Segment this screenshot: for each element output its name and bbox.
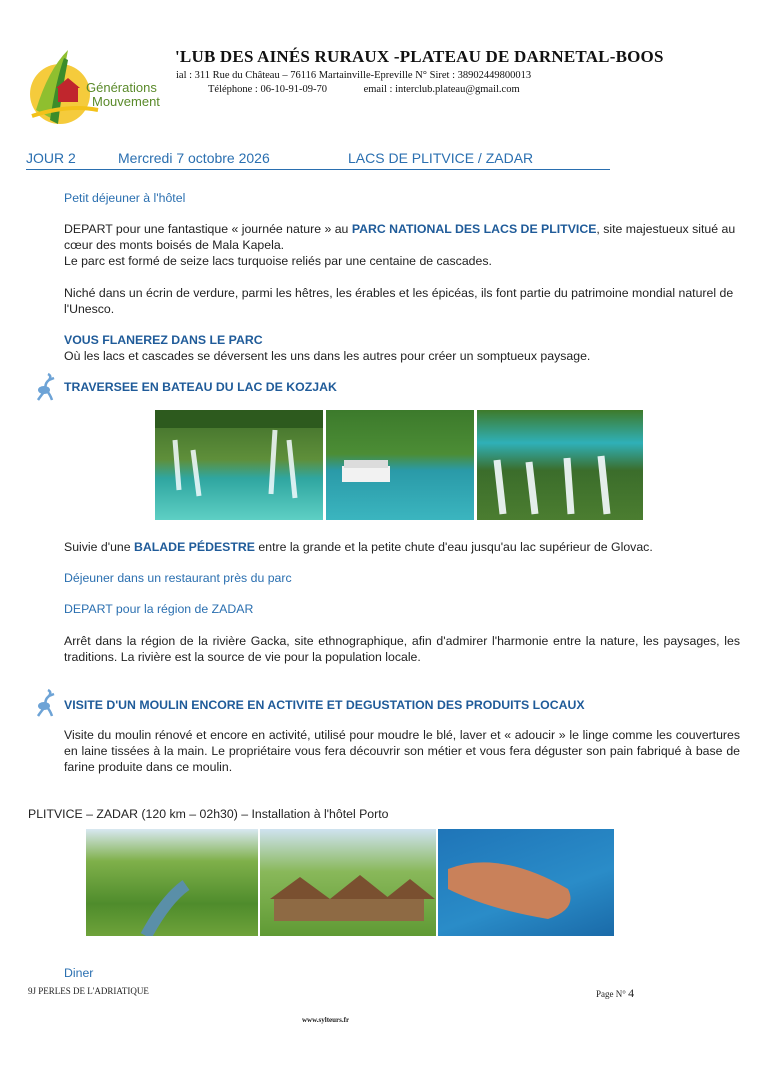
flanerez-title: VOUS FLANEREZ DANS LE PARC	[64, 333, 263, 347]
gacka-paragraph: Arrêt dans la région de la rivière Gacka, site ethnographique, afin d'admirer l'harmonie entre la nature, les paysages, les traditions. La rivière est la source de vie pour la population locale.	[64, 634, 740, 664]
logo-text-2: Mouvement	[92, 94, 160, 109]
mill-paragraph: Visite du moulin rénové et encore en activité, utilisé pour moudre le blé, laver et « adoucir » le linge comme les couvertures en laine tissées à la main. Le propriétaire vous fera découvrir son métier et vous fera déguster son pain fabriqué à base de farine produite dans ce moulin.	[64, 728, 740, 774]
mill-title: VISITE D'UN MOULIN ENCORE EN ACTIVITE ET DEGUSTATION DES PRODUITS LOCAUX	[64, 698, 585, 712]
dinner-line: Diner	[64, 966, 94, 980]
depart-text-a: DEPART pour une fantastique « journée nature » au	[64, 222, 352, 236]
park-name: PARC NATIONAL DES LACS DE PLITVICE	[351, 222, 597, 236]
page-label: Page N°	[596, 989, 626, 999]
walk-text-b: entre la grande et la petite chute d'eau jusqu'au lac supérieur de Glovac.	[254, 540, 653, 554]
cascades-photo	[477, 410, 643, 520]
lunch-line: Déjeuner dans un restaurant près du parc	[64, 571, 292, 585]
day-route: LACS DE PLITVICE / ZADAR	[348, 150, 534, 166]
club-contact	[208, 84, 554, 95]
club-address: ial : 311 Rue du Château – 76116 Martainville-Epreville N° Siret : 38902449800013	[176, 70, 532, 81]
walk-bold: BALADE PÉDESTRE	[134, 540, 255, 554]
club-phone: Téléphone : 06-10-91-09-70	[208, 84, 327, 95]
niche-paragraph: Niché dans un écrin de verdure, parmi les hêtres, les érables et les épicéas, ils font partie du patrimoine mondial naturel de l'Unesco.	[64, 286, 734, 316]
day-date: Mercredi 7 octobre 2026	[118, 150, 270, 166]
day-header	[26, 150, 610, 170]
depart-text-b: , site majestueux situé au cœur des monts boisés de Mala Kapela.	[64, 222, 736, 252]
waterfall-photo	[155, 410, 323, 520]
day-label: JOUR 2	[26, 150, 76, 166]
depart-paragraph	[64, 221, 740, 269]
footer-url[interactable]: www.sylteurs.fr	[302, 1016, 350, 1024]
boat-lake-photo	[326, 410, 474, 520]
heron-icon	[34, 688, 56, 718]
flanerez-text: Où les lacs et cascades se déversent les uns dans les autres pour créer un somptueux paysage.	[64, 349, 591, 363]
logo-text-1: Générations	[86, 80, 157, 95]
club-logo	[28, 40, 178, 132]
park-line: Le parc est formé de seize lacs turquoise reliés par une centaine de cascades.	[64, 254, 492, 268]
breakfast-line: Petit déjeuner à l'hôtel	[64, 191, 186, 205]
club-email[interactable]: email : interclub.plateau@gmail.com	[363, 84, 520, 95]
mills-photo	[260, 829, 436, 936]
zadar-photo	[438, 829, 614, 936]
river-photo	[86, 829, 258, 936]
page-number	[596, 986, 634, 1001]
boat-title: TRAVERSEE EN BATEAU DU LAC DE KOZJAK	[64, 380, 337, 394]
heron-icon	[34, 372, 56, 402]
walk-paragraph	[64, 539, 740, 555]
footer-trip-name: 9J PERLES DE L'ADRIATIQUE	[28, 986, 149, 996]
page-num: 4	[628, 986, 635, 1000]
transfer-line: PLITVICE – ZADAR (120 km – 02h30) – Installation à l'hôtel Porto	[28, 807, 389, 821]
walk-text-a: Suivie d'une	[64, 540, 135, 554]
club-title: 'LUB DES AINÉS RURAUX -PLATEAU DE DARNETAL-BOOS	[175, 47, 664, 66]
depart-zadar-line: DEPART pour la région de ZADAR	[64, 602, 254, 616]
